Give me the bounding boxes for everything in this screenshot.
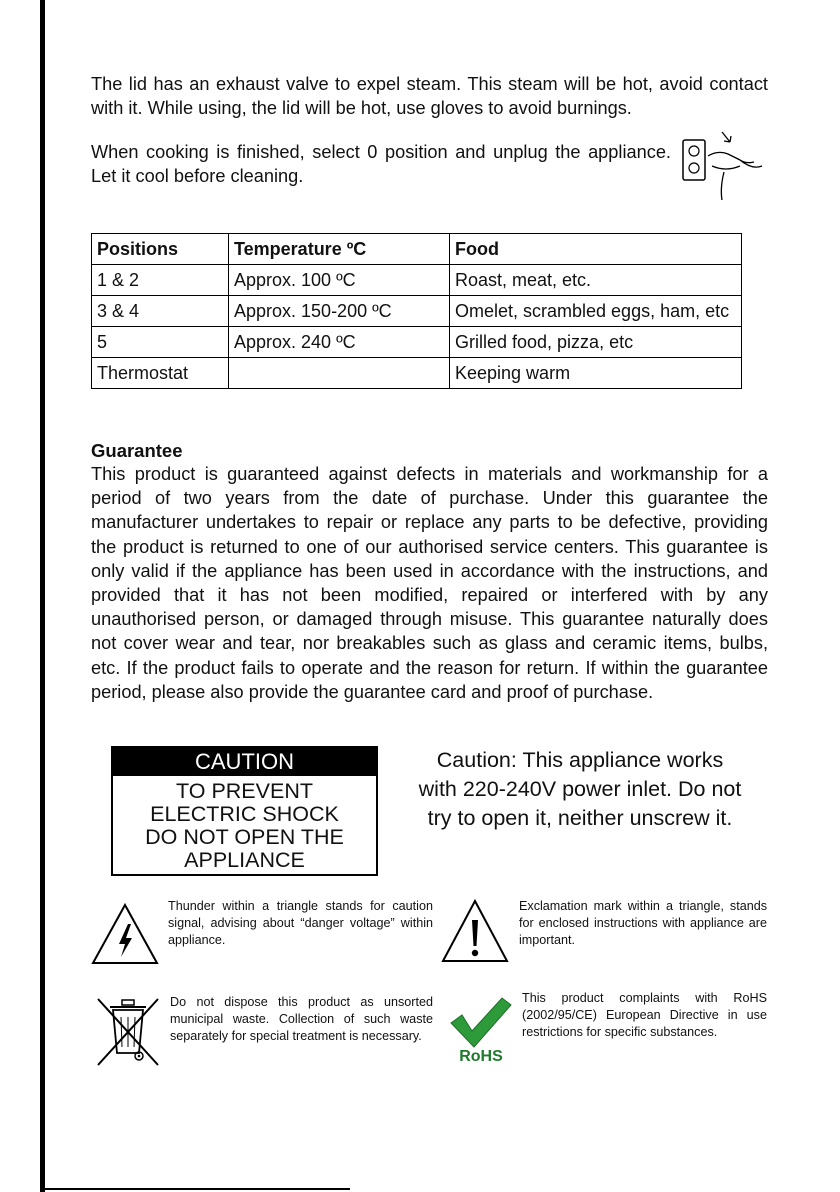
rohs-check-icon: [448, 995, 514, 1065]
table-cell: Roast, meat, etc.: [450, 265, 742, 296]
lightning-symbol-text: Thunder within a triangle stands for caution signal, advising about “danger voltage” within appliance.: [168, 899, 433, 947]
caution-message: [113, 780, 376, 872]
caution-line: TO PREVENT: [176, 779, 313, 803]
guarantee-heading: Guarantee: [91, 440, 183, 461]
caution-line: APPLIANCE: [184, 848, 305, 872]
exclamation-symbol-text: Exclamation mark within a triangle, stands for enclosed instructions with appliance are important.: [519, 899, 767, 947]
caution-label-box: [111, 746, 378, 876]
table-cell: Approx. 240 ºC: [229, 327, 450, 358]
exclamation-triangle-icon: [440, 898, 510, 964]
column-header-food: Food: [450, 234, 742, 265]
table-cell: 1 & 2: [92, 265, 229, 296]
lightning-triangle-icon: [90, 902, 160, 966]
table-header-row: [92, 234, 742, 265]
table-row: [92, 296, 742, 327]
table-cell: Thermostat: [92, 358, 229, 389]
rohs-label: RoHS: [459, 1048, 503, 1065]
caution-line: DO NOT OPEN THE: [145, 825, 344, 849]
weee-symbol-text: Do not dispose this product as unsorted municipal waste. Collection of such waste separately for special treatment is necessary.: [170, 995, 433, 1043]
table-row: [92, 265, 742, 296]
table-cell: Grilled food, pizza, etc: [450, 327, 742, 358]
table-cell: [229, 358, 450, 389]
table-cell: Approx. 150-200 ºC: [229, 296, 450, 327]
column-header-temperature: Temperature ºC: [229, 234, 450, 265]
table-cell: 3 & 4: [92, 296, 229, 327]
caution-header: CAUTION: [113, 748, 376, 776]
rohs-symbol-text: This product complaints with RoHS (2002/95/CE) European Directive in use restrictions for specific substances.: [522, 991, 767, 1039]
table-row: [92, 358, 742, 389]
temperature-table: [91, 233, 742, 389]
table-cell: Keeping warm: [450, 358, 742, 389]
crossed-bin-icon: [92, 995, 164, 1067]
page-spine: [40, 0, 45, 1192]
table-cell: 5: [92, 327, 229, 358]
lid-warning-paragraph: The lid has an exhaust valve to expel steam. This steam will be hot, avoid contact with it. While using, the lid will be hot, use gloves to avoid burnings.: [91, 74, 768, 119]
column-header-positions: Positions: [92, 234, 229, 265]
caution-line: ELECTRIC SHOCK: [150, 802, 339, 826]
voltage-caution-text: Caution: This appliance works with 220-240V power inlet. Do not try to open it, neither unscrew it.: [418, 748, 742, 830]
guarantee-body: This product is guaranteed against defects in materials and workmanship for a period of two years from the date of purchase. Under this guarantee the manufacturer undertakes to repair or replace any parts to be defective, providing the product is returned to one of our authorised service centers. This guarantee is only valid if the appliance has been used in accordance with the instructions, and provided that it has not been modified, repaired or interfered with by any unauthorised person, or damaged through misuse. This guarantee naturally does not cover wear and tear, nor breakables such as glass and ceramic items, bulbs, etc. If the product fails to operate and the reason for return. If within the guarantee period, please also provide the guarantee card and proof of purchase.: [91, 464, 768, 702]
unplug-paragraph: When cooking is finished, select 0 position and unplug the appliance. Let it cool before cleaning.: [91, 142, 671, 187]
bottom-rule: [40, 1188, 350, 1190]
table-cell: Approx. 100 ºC: [229, 265, 450, 296]
unplug-hand-icon: [678, 126, 768, 202]
table-row: [92, 327, 742, 358]
table-cell: Omelet, scrambled eggs, ham, etc: [450, 296, 742, 327]
